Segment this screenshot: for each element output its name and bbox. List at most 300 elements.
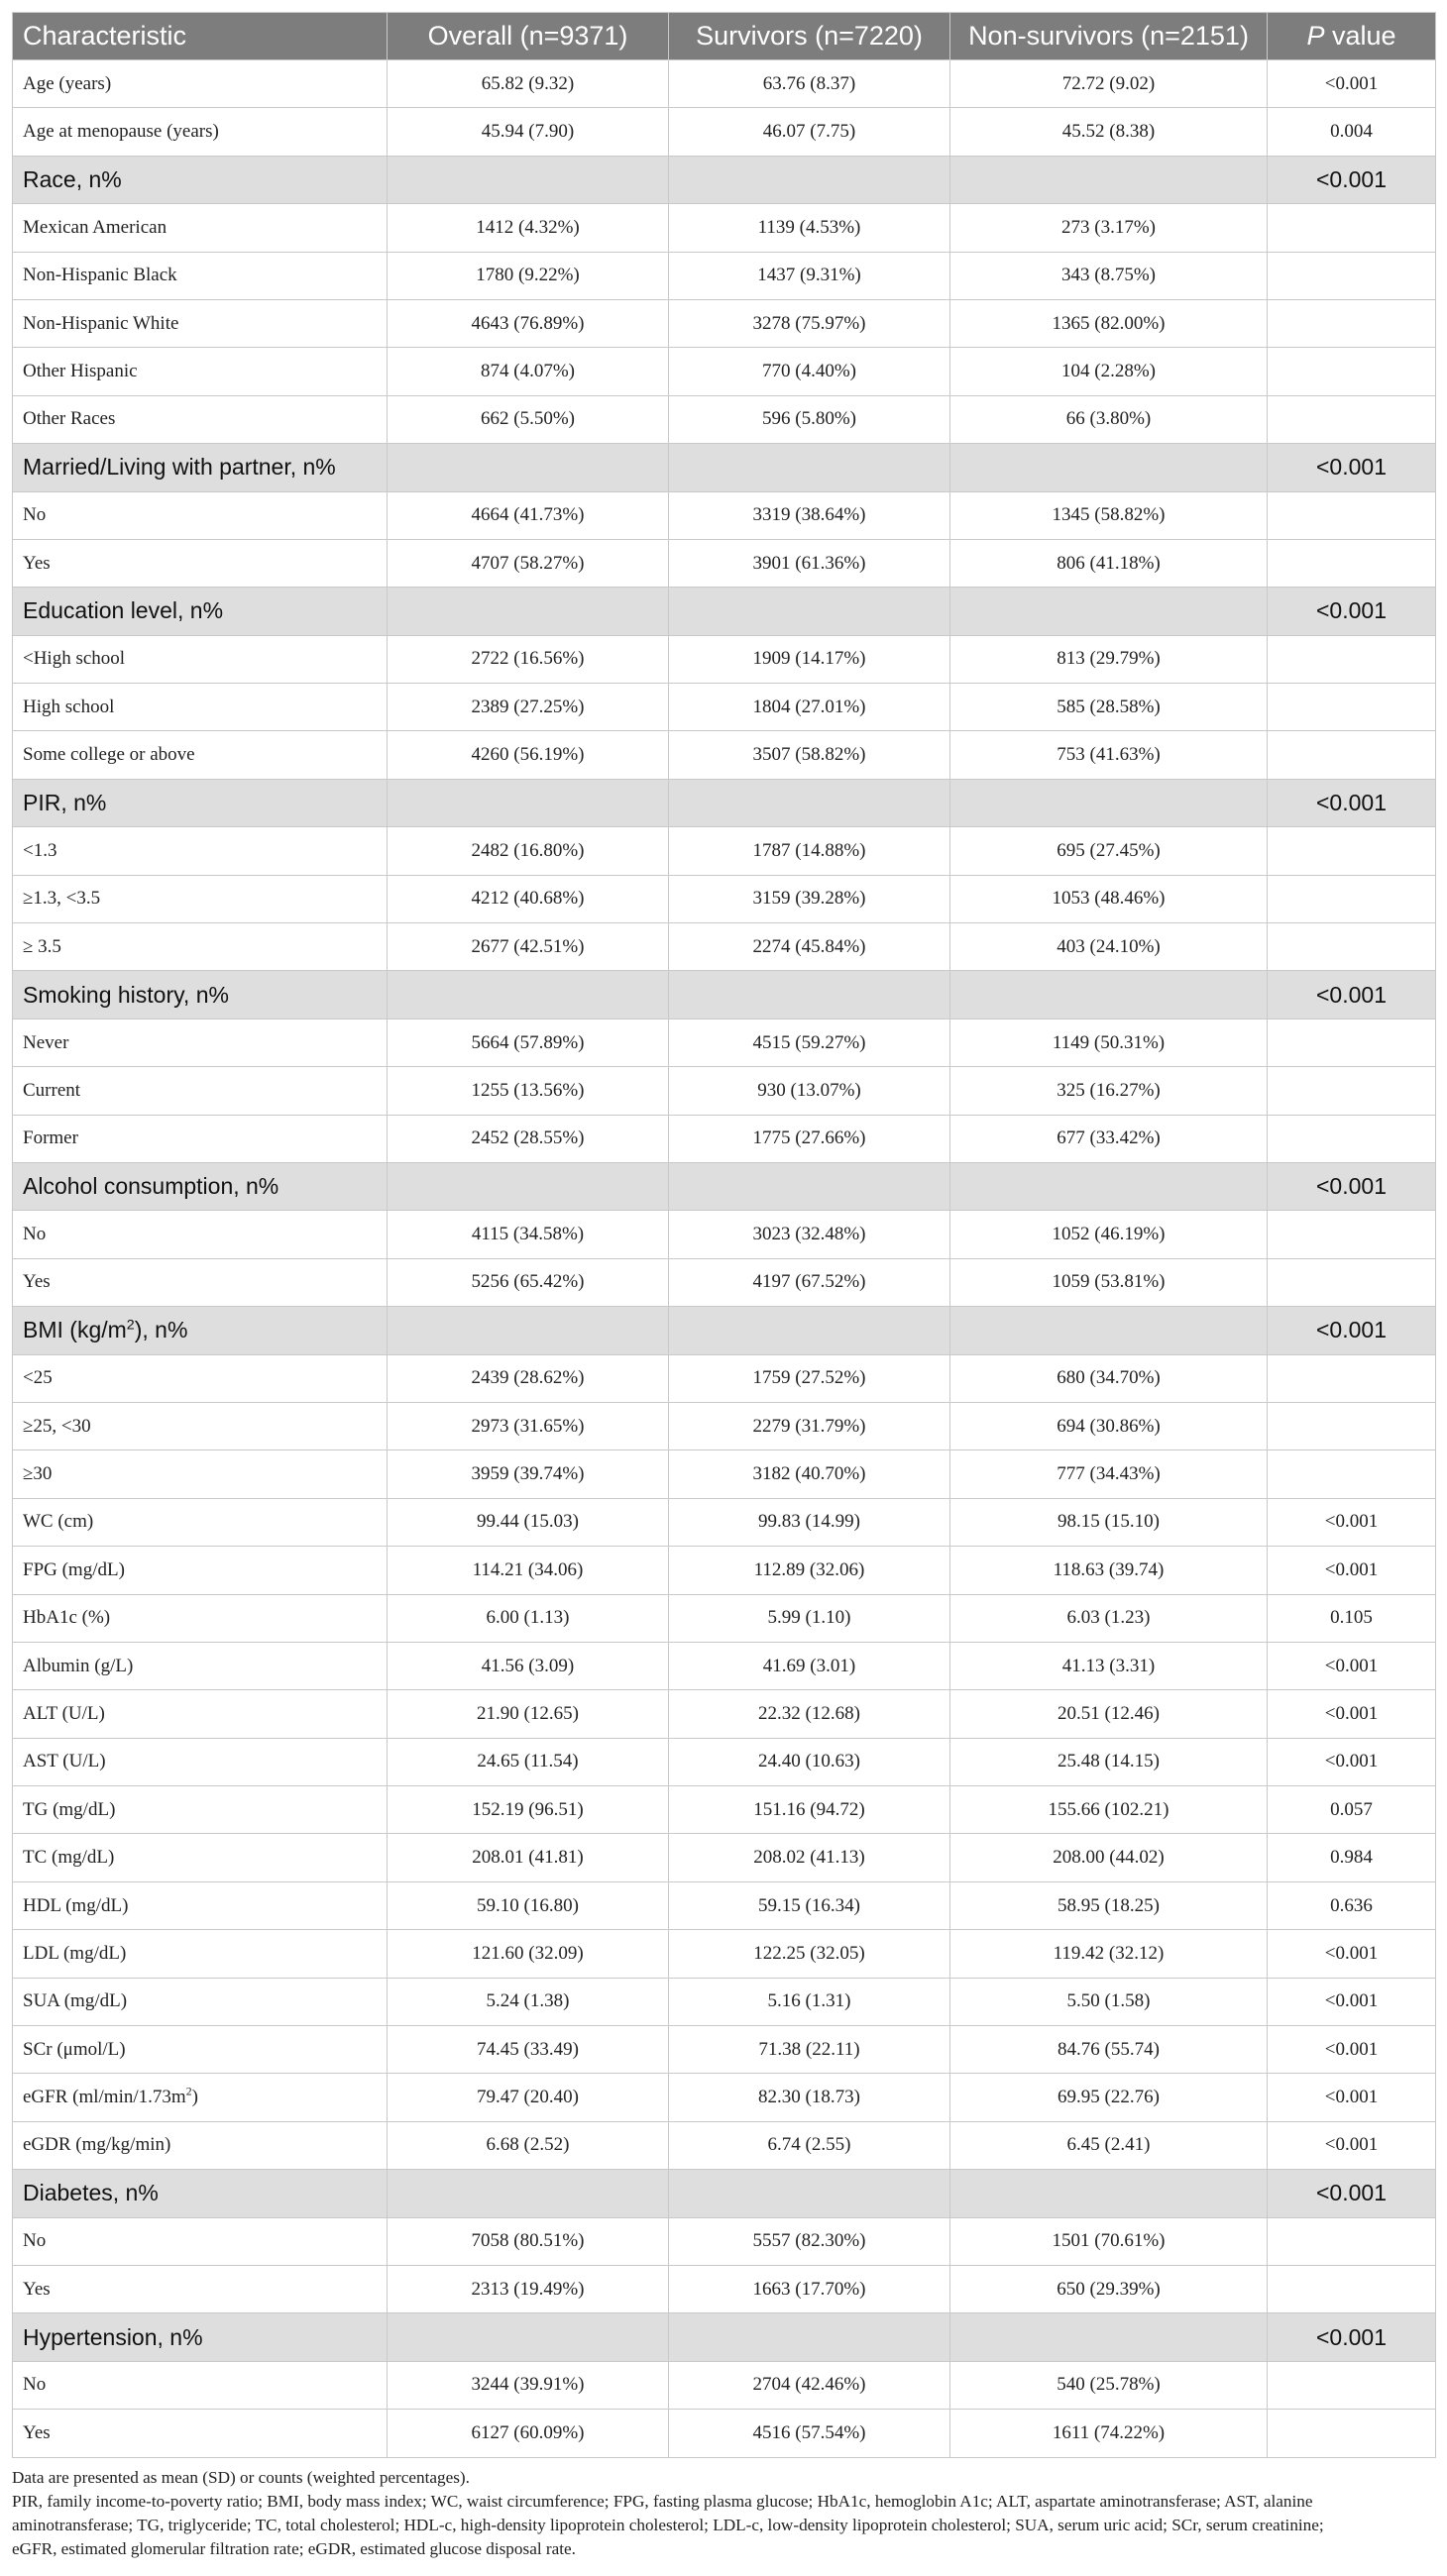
cell-survivors: 2279 (31.79%) <box>669 1402 950 1449</box>
label-superscript: 2 <box>126 1317 135 1334</box>
cell-non-survivors: 69.95 (22.76) <box>950 2074 1268 2121</box>
label-text: Alcohol consumption, n% <box>23 1173 279 1200</box>
cell-p-value: <0.001 <box>1268 60 1436 108</box>
cell-survivors <box>669 779 950 826</box>
label-text: No <box>23 504 47 526</box>
cell-non-survivors <box>950 2313 1268 2361</box>
label-text: Other Hispanic <box>23 361 138 382</box>
label-text: Diabetes, n% <box>23 2180 159 2206</box>
table-row <box>13 1978 1436 2025</box>
cell-p-value: 0.636 <box>1268 1881 1436 1929</box>
cell-overall: 5.24 (1.38) <box>388 1978 669 2025</box>
cell-non-survivors: 1611 (74.22%) <box>950 2410 1268 2457</box>
cell-survivors: 151.16 (94.72) <box>669 1786 950 1834</box>
cell-p-value: <0.001 <box>1268 2121 1436 2169</box>
table-row <box>13 395 1436 443</box>
table-row <box>13 1402 1436 1449</box>
section-header-row <box>13 1307 1436 1354</box>
cell-non-survivors: 20.51 (12.46) <box>950 1690 1268 1738</box>
table-row <box>13 827 1436 875</box>
cell-p-value <box>1268 827 1436 875</box>
cell-overall: 41.56 (3.09) <box>388 1642 669 1689</box>
label-text: Hypertension, n% <box>23 2323 203 2350</box>
cell-non-survivors: 208.00 (44.02) <box>950 1834 1268 1881</box>
cell-survivors: 4197 (67.52%) <box>669 1258 950 1306</box>
table-row <box>13 1881 1436 1929</box>
cell-survivors: 770 (4.40%) <box>669 348 950 395</box>
footnote-line: PIR, family income-to-poverty ratio; BMI, body mass index; WC, waist circumference; FPG, fasting plasma glucose; HbA1c, hemoglobin A1c; ALT, aspartate aminotransferase; AST, alanine <box>12 2491 1313 2511</box>
cell-non-survivors: 155.66 (102.21) <box>950 1786 1268 1834</box>
table-row <box>13 204 1436 252</box>
cell-p-value <box>1268 1354 1436 1402</box>
cell-survivors: 596 (5.80%) <box>669 395 950 443</box>
label-text: TG (mg/dL) <box>23 1798 116 1820</box>
cell-non-survivors: 753 (41.63%) <box>950 731 1268 779</box>
cell-survivors: 1663 (17.70%) <box>669 2265 950 2312</box>
cell-p-value: <0.001 <box>1268 1642 1436 1689</box>
cell-non-survivors: 41.13 (3.31) <box>950 1642 1268 1689</box>
cell-p-value <box>1268 1450 1436 1498</box>
cell-overall: 4115 (34.58%) <box>388 1211 669 1258</box>
cell-overall: 1412 (4.32%) <box>388 204 669 252</box>
row-label <box>13 1498 388 1546</box>
cell-p-value: 0.105 <box>1268 1594 1436 1642</box>
cell-p-value <box>1268 2217 1436 2265</box>
label-text: FPG (mg/dL) <box>23 1558 125 1580</box>
header-p-italic: P <box>1306 21 1325 51</box>
footnote-line: Data are presented as mean (SD) or counts (weighted percentages). <box>12 2467 470 2487</box>
row-label <box>13 204 388 252</box>
row-label <box>13 395 388 443</box>
label-text: Yes <box>23 2278 51 2300</box>
table-row <box>13 923 1436 971</box>
table-row <box>13 491 1436 539</box>
cell-p-value <box>1268 1211 1436 1258</box>
cell-non-survivors <box>950 779 1268 826</box>
cell-overall <box>388 1162 669 1210</box>
section-header-row <box>13 2170 1436 2217</box>
cell-overall: 4707 (58.27%) <box>388 539 669 587</box>
cell-non-survivors <box>950 588 1268 635</box>
cell-survivors: 5.99 (1.10) <box>669 1594 950 1642</box>
cell-overall: 5664 (57.89%) <box>388 1019 669 1066</box>
table-row <box>13 2026 1436 2074</box>
table-row <box>13 252 1436 299</box>
header-non-survivors: Non-survivors (n=2151) <box>950 13 1268 60</box>
cell-p-value <box>1268 1402 1436 1449</box>
cell-non-survivors: 1501 (70.61%) <box>950 2217 1268 2265</box>
cell-survivors <box>669 2170 950 2217</box>
cell-survivors: 99.83 (14.99) <box>669 1498 950 1546</box>
cell-overall: 65.82 (9.32) <box>388 60 669 108</box>
table-row <box>13 2074 1436 2121</box>
table-container <box>12 12 1435 2561</box>
cell-non-survivors: 45.52 (8.38) <box>950 108 1268 156</box>
table-row <box>13 1930 1436 1978</box>
cell-survivors <box>669 156 950 203</box>
cell-survivors <box>669 971 950 1019</box>
label-text-after: ) <box>191 2087 198 2108</box>
cell-non-survivors: 6.03 (1.23) <box>950 1594 1268 1642</box>
row-label <box>13 2265 388 2312</box>
row-label <box>13 299 388 347</box>
row-label <box>13 1594 388 1642</box>
cell-non-survivors: 343 (8.75%) <box>950 252 1268 299</box>
label-text: Albumin (g/L) <box>23 1655 134 1676</box>
label-text: BMI (kg/m <box>23 1317 127 1343</box>
row-label <box>13 1978 388 2025</box>
row-label <box>13 1738 388 1785</box>
label-text: Smoking history, n% <box>23 981 229 1008</box>
section-label <box>13 2170 388 2217</box>
table-row <box>13 1642 1436 1689</box>
cell-survivors: 1437 (9.31%) <box>669 252 950 299</box>
section-label <box>13 2313 388 2361</box>
cell-overall: 6127 (60.09%) <box>388 2410 669 2457</box>
cell-survivors: 1775 (27.66%) <box>669 1115 950 1162</box>
table-row <box>13 2265 1436 2312</box>
label-text: Race, n% <box>23 165 122 192</box>
header-p-rest: value <box>1324 21 1396 51</box>
table-row <box>13 731 1436 779</box>
row-label <box>13 2361 388 2409</box>
cell-p-value: <0.001 <box>1268 1547 1436 1594</box>
cell-non-survivors: 680 (34.70%) <box>950 1354 1268 1402</box>
cell-overall: 3959 (39.74%) <box>388 1450 669 1498</box>
cell-non-survivors: 806 (41.18%) <box>950 539 1268 587</box>
cell-p-value: <0.001 <box>1268 1690 1436 1738</box>
cell-p-value: <0.001 <box>1268 2074 1436 2121</box>
cell-non-survivors: 84.76 (55.74) <box>950 2026 1268 2074</box>
cell-p-value <box>1268 2410 1436 2457</box>
section-label <box>13 444 388 491</box>
cell-p-value <box>1268 731 1436 779</box>
table-row <box>13 684 1436 731</box>
cell-p-value: <0.001 <box>1268 2026 1436 2074</box>
cell-p-value <box>1268 875 1436 922</box>
label-text: No <box>23 1224 47 1245</box>
cell-non-survivors: 1149 (50.31%) <box>950 1019 1268 1066</box>
label-text: PIR, n% <box>23 790 107 816</box>
cell-overall: 152.19 (96.51) <box>388 1786 669 1834</box>
cell-survivors: 2274 (45.84%) <box>669 923 950 971</box>
section-label <box>13 588 388 635</box>
cell-survivors: 122.25 (32.05) <box>669 1930 950 1978</box>
row-label <box>13 491 388 539</box>
cell-p-value: 0.057 <box>1268 1786 1436 1834</box>
row-label <box>13 1930 388 1978</box>
cell-p-value: <0.001 <box>1268 1930 1436 1978</box>
cell-survivors: 41.69 (3.01) <box>669 1642 950 1689</box>
label-text: Other Races <box>23 408 116 430</box>
label-text: Non-Hispanic White <box>23 312 179 334</box>
cell-non-survivors <box>950 444 1268 491</box>
table-body <box>13 60 1436 2458</box>
table-row <box>13 539 1436 587</box>
cell-non-survivors: 118.63 (39.74) <box>950 1547 1268 1594</box>
label-text: <1.3 <box>23 839 57 861</box>
cell-non-survivors: 694 (30.86%) <box>950 1402 1268 1449</box>
label-text: ALT (U/L) <box>23 1702 105 1724</box>
cell-survivors: 24.40 (10.63) <box>669 1738 950 1785</box>
cell-p-value: <0.001 <box>1268 1978 1436 2025</box>
cell-overall <box>388 156 669 203</box>
label-text: Mexican American <box>23 216 167 238</box>
row-label <box>13 923 388 971</box>
table-row <box>13 1258 1436 1306</box>
characteristics-table <box>12 12 1436 2458</box>
cell-overall: 874 (4.07%) <box>388 348 669 395</box>
cell-overall: 121.60 (32.09) <box>388 1930 669 1978</box>
section-header-row <box>13 444 1436 491</box>
label-text: WC (cm) <box>23 1511 94 1533</box>
cell-p-value: <0.001 <box>1268 1307 1436 1354</box>
table-row <box>13 1498 1436 1546</box>
cell-overall: 4212 (40.68%) <box>388 875 669 922</box>
label-text: ≥1.3, <3.5 <box>23 888 101 910</box>
cell-survivors <box>669 1307 950 1354</box>
cell-non-survivors: 119.42 (32.12) <box>950 1930 1268 1978</box>
cell-overall: 21.90 (12.65) <box>388 1690 669 1738</box>
table-row <box>13 1690 1436 1738</box>
header-characteristic: Characteristic <box>13 13 388 60</box>
section-label <box>13 1307 388 1354</box>
table-row <box>13 875 1436 922</box>
row-label <box>13 635 388 683</box>
cell-overall <box>388 588 669 635</box>
row-label <box>13 60 388 108</box>
cell-survivors: 3319 (38.64%) <box>669 491 950 539</box>
label-superscript: 2 <box>185 2085 192 2098</box>
cell-survivors: 71.38 (22.11) <box>669 2026 950 2074</box>
cell-survivors: 112.89 (32.06) <box>669 1547 950 1594</box>
cell-non-survivors <box>950 156 1268 203</box>
cell-overall <box>388 1307 669 1354</box>
cell-p-value <box>1268 299 1436 347</box>
cell-overall: 2313 (19.49%) <box>388 2265 669 2312</box>
row-label <box>13 1067 388 1115</box>
label-text: <High school <box>23 648 126 670</box>
cell-survivors: 63.76 (8.37) <box>669 60 950 108</box>
row-label <box>13 2217 388 2265</box>
cell-overall <box>388 444 669 491</box>
label-text: ≥25, <30 <box>23 1415 91 1437</box>
cell-overall: 7058 (80.51%) <box>388 2217 669 2265</box>
cell-overall: 24.65 (11.54) <box>388 1738 669 1785</box>
section-label <box>13 779 388 826</box>
cell-p-value: <0.001 <box>1268 779 1436 826</box>
row-label <box>13 2074 388 2121</box>
label-text: No <box>23 2230 47 2252</box>
cell-survivors: 1139 (4.53%) <box>669 204 950 252</box>
cell-non-survivors: 1345 (58.82%) <box>950 491 1268 539</box>
label-text: HbA1c (%) <box>23 1607 111 1629</box>
label-text: High school <box>23 696 115 717</box>
label-text: Yes <box>23 1271 51 1293</box>
row-label <box>13 875 388 922</box>
row-label <box>13 1258 388 1306</box>
cell-overall: 2973 (31.65%) <box>388 1402 669 1449</box>
cell-survivors: 3901 (61.36%) <box>669 539 950 587</box>
cell-non-survivors: 98.15 (15.10) <box>950 1498 1268 1546</box>
cell-p-value: <0.001 <box>1268 971 1436 1019</box>
header-survivors: Survivors (n=7220) <box>669 13 950 60</box>
label-text: eGDR (mg/kg/min) <box>23 2134 171 2156</box>
table-row <box>13 348 1436 395</box>
section-header-row <box>13 971 1436 1019</box>
cell-p-value <box>1268 252 1436 299</box>
row-label <box>13 731 388 779</box>
table-row <box>13 1786 1436 1834</box>
cell-p-value <box>1268 395 1436 443</box>
cell-survivors: 3278 (75.97%) <box>669 299 950 347</box>
cell-overall: 6.68 (2.52) <box>388 2121 669 2169</box>
cell-overall: 45.94 (7.90) <box>388 108 669 156</box>
cell-non-survivors: 1053 (48.46%) <box>950 875 1268 922</box>
cell-survivors <box>669 588 950 635</box>
cell-survivors <box>669 1162 950 1210</box>
cell-non-survivors: 585 (28.58%) <box>950 684 1268 731</box>
cell-overall: 4643 (76.89%) <box>388 299 669 347</box>
row-label <box>13 1402 388 1449</box>
cell-overall <box>388 779 669 826</box>
table-row <box>13 635 1436 683</box>
cell-overall: 74.45 (33.49) <box>388 2026 669 2074</box>
section-label <box>13 1162 388 1210</box>
cell-non-survivors: 1059 (53.81%) <box>950 1258 1268 1306</box>
label-text: eGFR (ml/min/1.73m <box>23 2087 186 2108</box>
cell-overall: 1780 (9.22%) <box>388 252 669 299</box>
cell-non-survivors: 72.72 (9.02) <box>950 60 1268 108</box>
cell-overall: 2482 (16.80%) <box>388 827 669 875</box>
cell-overall: 59.10 (16.80) <box>388 1881 669 1929</box>
cell-survivors: 46.07 (7.75) <box>669 108 950 156</box>
cell-survivors: 3182 (40.70%) <box>669 1450 950 1498</box>
header-p-value <box>1268 13 1436 60</box>
label-text-after: ), n% <box>134 1317 188 1343</box>
cell-survivors: 22.32 (12.68) <box>669 1690 950 1738</box>
row-label <box>13 1786 388 1834</box>
cell-overall: 2452 (28.55%) <box>388 1115 669 1162</box>
label-text: Age at menopause (years) <box>23 121 219 143</box>
cell-p-value <box>1268 635 1436 683</box>
label-text: SUA (mg/dL) <box>23 1990 128 2012</box>
cell-overall: 2722 (16.56%) <box>388 635 669 683</box>
label-text: LDL (mg/dL) <box>23 1942 127 1964</box>
cell-p-value: <0.001 <box>1268 1498 1436 1546</box>
cell-non-survivors: 25.48 (14.15) <box>950 1738 1268 1785</box>
cell-p-value <box>1268 491 1436 539</box>
cell-non-survivors: 403 (24.10%) <box>950 923 1268 971</box>
table-row <box>13 108 1436 156</box>
row-label <box>13 2121 388 2169</box>
cell-non-survivors: 6.45 (2.41) <box>950 2121 1268 2169</box>
cell-overall: 4260 (56.19%) <box>388 731 669 779</box>
cell-overall: 2389 (27.25%) <box>388 684 669 731</box>
cell-p-value <box>1268 684 1436 731</box>
label-text: Former <box>23 1127 78 1149</box>
label-text: Education level, n% <box>23 597 224 624</box>
table-row <box>13 1450 1436 1498</box>
table-row <box>13 1547 1436 1594</box>
label-text: Age (years) <box>23 72 112 94</box>
label-text: No <box>23 2374 47 2396</box>
cell-p-value <box>1268 539 1436 587</box>
cell-p-value <box>1268 348 1436 395</box>
cell-survivors: 930 (13.07%) <box>669 1067 950 1115</box>
table-row <box>13 299 1436 347</box>
row-label <box>13 252 388 299</box>
cell-survivors: 3507 (58.82%) <box>669 731 950 779</box>
section-label <box>13 971 388 1019</box>
cell-p-value: <0.001 <box>1268 444 1436 491</box>
cell-non-survivors: 66 (3.80%) <box>950 395 1268 443</box>
table-row <box>13 2410 1436 2457</box>
cell-non-survivors: 677 (33.42%) <box>950 1115 1268 1162</box>
cell-overall: 4664 (41.73%) <box>388 491 669 539</box>
cell-survivors: 82.30 (18.73) <box>669 2074 950 2121</box>
cell-non-survivors: 813 (29.79%) <box>950 635 1268 683</box>
cell-survivors: 2704 (42.46%) <box>669 2361 950 2409</box>
cell-p-value <box>1268 923 1436 971</box>
cell-non-survivors: 650 (29.39%) <box>950 2265 1268 2312</box>
cell-overall: 208.01 (41.81) <box>388 1834 669 1881</box>
cell-p-value: <0.001 <box>1268 2313 1436 2361</box>
cell-survivors: 1787 (14.88%) <box>669 827 950 875</box>
table-row <box>13 1067 1436 1115</box>
cell-survivors: 5557 (82.30%) <box>669 2217 950 2265</box>
cell-non-survivors <box>950 2170 1268 2217</box>
table-row <box>13 2121 1436 2169</box>
cell-non-survivors: 325 (16.27%) <box>950 1067 1268 1115</box>
label-text: Current <box>23 1079 81 1101</box>
table-row <box>13 60 1436 108</box>
cell-survivors: 4515 (59.27%) <box>669 1019 950 1066</box>
cell-p-value <box>1268 1067 1436 1115</box>
cell-overall <box>388 971 669 1019</box>
cell-overall <box>388 2170 669 2217</box>
section-header-row <box>13 1162 1436 1210</box>
cell-p-value <box>1268 1115 1436 1162</box>
row-label <box>13 1547 388 1594</box>
cell-p-value: 0.004 <box>1268 108 1436 156</box>
cell-survivors: 5.16 (1.31) <box>669 1978 950 2025</box>
row-label <box>13 827 388 875</box>
table-row <box>13 1115 1436 1162</box>
cell-overall: 99.44 (15.03) <box>388 1498 669 1546</box>
row-label <box>13 2026 388 2074</box>
cell-overall <box>388 2313 669 2361</box>
label-text: Yes <box>23 552 51 574</box>
cell-non-survivors: 5.50 (1.58) <box>950 1978 1268 2025</box>
label-text: Yes <box>23 2421 51 2443</box>
footnote-line: aminotransferase; TG, triglyceride; TC, total cholesterol; HDL-c, high-density lipoprotein cholesterol; LDL-c, low-density lipoprotein cholesterol; SUA, serum uric acid; SCr, serum creatinine; <box>12 2515 1324 2534</box>
label-text: SCr (μmol/L) <box>23 2038 126 2060</box>
label-text: Married/Living with partner, n% <box>23 454 336 481</box>
row-label <box>13 1690 388 1738</box>
cell-p-value <box>1268 2265 1436 2312</box>
row-label <box>13 348 388 395</box>
cell-p-value <box>1268 1019 1436 1066</box>
cell-non-survivors: 273 (3.17%) <box>950 204 1268 252</box>
cell-survivors: 3023 (32.48%) <box>669 1211 950 1258</box>
cell-p-value <box>1268 1258 1436 1306</box>
cell-non-survivors <box>950 1162 1268 1210</box>
table-row <box>13 2361 1436 2409</box>
label-text: HDL (mg/dL) <box>23 1894 129 1916</box>
cell-non-survivors <box>950 971 1268 1019</box>
label-text: Non-Hispanic Black <box>23 265 177 286</box>
